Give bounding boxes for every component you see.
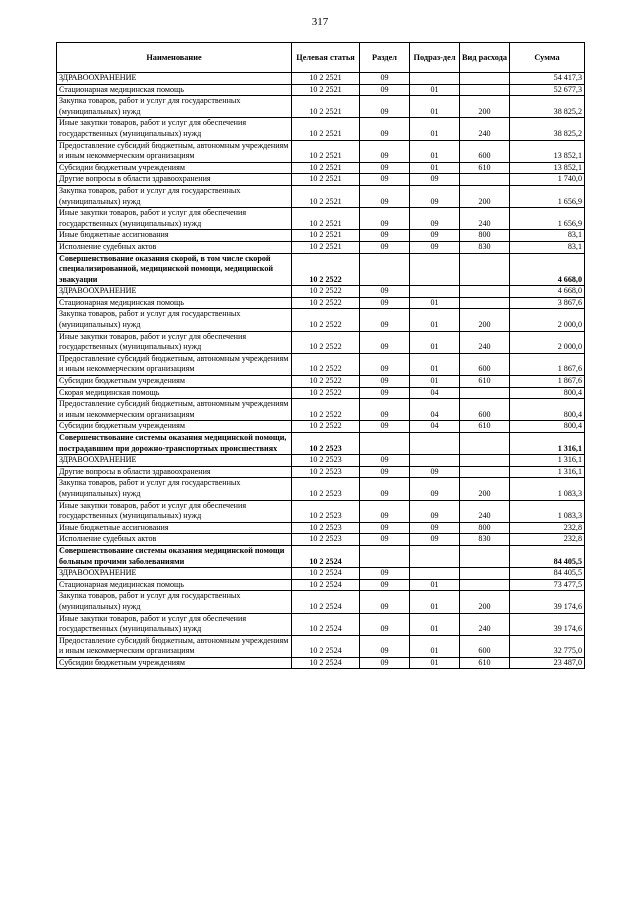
table-row xyxy=(57,455,585,467)
cell-sum: 1 083,3 xyxy=(510,478,585,500)
cell-name: Другие вопросы в области здравоохранения xyxy=(57,466,292,478)
cell-subsection xyxy=(410,455,460,467)
header-section: Раздел xyxy=(360,43,410,73)
cell-subsection: 01 xyxy=(410,657,460,669)
cell-subsection: 01 xyxy=(410,162,460,174)
cell-sum: 4 668,0 xyxy=(510,253,585,286)
cell-name: Закупка товаров, работ и услуг для государственных (муниципальных) нужд xyxy=(57,478,292,500)
cell-subsection xyxy=(410,568,460,580)
cell-sum: 1 867,6 xyxy=(510,353,585,375)
cell-sum: 39 174,6 xyxy=(510,613,585,635)
cell-expense-type: 600 xyxy=(460,399,510,421)
cell-sum: 73 477,5 xyxy=(510,579,585,591)
table-body xyxy=(57,73,585,669)
table-row xyxy=(57,376,585,388)
cell-sum: 1 316,1 xyxy=(510,466,585,478)
cell-subsection: 09 xyxy=(410,185,460,207)
cell-section: 09 xyxy=(360,208,410,230)
cell-section: 09 xyxy=(360,399,410,421)
cell-section: 09 xyxy=(360,353,410,375)
cell-article: 10 2 2523 xyxy=(292,455,360,467)
cell-subsection: 01 xyxy=(410,118,460,140)
cell-expense-type: 800 xyxy=(460,230,510,242)
cell-sum: 54 417,3 xyxy=(510,73,585,85)
table-row xyxy=(57,568,585,580)
cell-expense-type: 610 xyxy=(460,657,510,669)
cell-section: 09 xyxy=(360,297,410,309)
table-row xyxy=(57,387,585,399)
cell-section: 09 xyxy=(360,73,410,85)
table-row xyxy=(57,591,585,613)
cell-expense-type: 240 xyxy=(460,118,510,140)
table-row xyxy=(57,73,585,85)
table-row xyxy=(57,466,585,478)
cell-section: 09 xyxy=(360,185,410,207)
cell-subsection: 09 xyxy=(410,241,460,253)
cell-sum: 13 852,1 xyxy=(510,162,585,174)
cell-section: 09 xyxy=(360,376,410,388)
cell-sum: 232,8 xyxy=(510,534,585,546)
table-row xyxy=(57,241,585,253)
cell-expense-type xyxy=(460,433,510,455)
cell-name: ЗДРАВООХРАНЕНИЕ xyxy=(57,455,292,467)
cell-article: 10 2 2522 xyxy=(292,399,360,421)
cell-section: 09 xyxy=(360,140,410,162)
cell-section: 09 xyxy=(360,387,410,399)
table-row xyxy=(57,297,585,309)
cell-sum: 83,1 xyxy=(510,241,585,253)
cell-sum: 1 316,1 xyxy=(510,433,585,455)
cell-article: 10 2 2521 xyxy=(292,118,360,140)
cell-expense-type: 610 xyxy=(460,162,510,174)
cell-article: 10 2 2522 xyxy=(292,387,360,399)
cell-sum: 84 405,5 xyxy=(510,545,585,567)
cell-expense-type: 610 xyxy=(460,376,510,388)
cell-name: Закупка товаров, работ и услуг для государственных (муниципальных) нужд xyxy=(57,185,292,207)
header-sum: Сумма xyxy=(510,43,585,73)
cell-article: 10 2 2521 xyxy=(292,84,360,96)
cell-sum: 84 405,5 xyxy=(510,568,585,580)
header-expense-type: Вид расхода xyxy=(460,43,510,73)
cell-subsection: 09 xyxy=(410,466,460,478)
page-number: 317 xyxy=(311,16,329,28)
cell-section: 09 xyxy=(360,534,410,546)
cell-subsection: 01 xyxy=(410,591,460,613)
cell-section: 09 xyxy=(360,657,410,669)
cell-sum: 800,4 xyxy=(510,421,585,433)
header-name: Наименование xyxy=(57,43,292,73)
cell-expense-type xyxy=(460,84,510,96)
table-row xyxy=(57,185,585,207)
cell-subsection: 01 xyxy=(410,84,460,96)
cell-name: Стационарная медицинская помощь xyxy=(57,84,292,96)
cell-sum: 1 740,0 xyxy=(510,174,585,186)
cell-article: 10 2 2524 xyxy=(292,579,360,591)
cell-sum: 2 000,0 xyxy=(510,309,585,331)
table-row xyxy=(57,545,585,567)
cell-expense-type: 200 xyxy=(460,591,510,613)
cell-name: Иные закупки товаров, работ и услуг для обеспечения государственных (муниципальных) нужд xyxy=(57,331,292,353)
cell-article: 10 2 2524 xyxy=(292,635,360,657)
cell-expense-type: 600 xyxy=(460,635,510,657)
cell-expense-type xyxy=(460,253,510,286)
cell-name: Иные закупки товаров, работ и услуг для обеспечения государственных (муниципальных) нужд xyxy=(57,613,292,635)
cell-subsection: 09 xyxy=(410,478,460,500)
cell-sum: 1 083,3 xyxy=(510,500,585,522)
cell-sum: 2 000,0 xyxy=(510,331,585,353)
cell-subsection: 01 xyxy=(410,331,460,353)
cell-expense-type: 240 xyxy=(460,208,510,230)
cell-section: 09 xyxy=(360,96,410,118)
cell-subsection: 01 xyxy=(410,353,460,375)
cell-name: ЗДРАВООХРАНЕНИЕ xyxy=(57,73,292,85)
cell-article: 10 2 2522 xyxy=(292,353,360,375)
cell-name: Закупка товаров, работ и услуг для государственных (муниципальных) нужд xyxy=(57,591,292,613)
cell-name: Иные закупки товаров, работ и услуг для обеспечения государственных (муниципальных) нужд xyxy=(57,500,292,522)
cell-name: Предоставление субсидий бюджетным, автономным учреждениям и иным некоммерческим организациям xyxy=(57,399,292,421)
cell-subsection: 01 xyxy=(410,96,460,118)
table-row xyxy=(57,118,585,140)
table-row xyxy=(57,140,585,162)
cell-name: ЗДРАВООХРАНЕНИЕ xyxy=(57,568,292,580)
budget-table xyxy=(56,42,585,669)
cell-article: 10 2 2523 xyxy=(292,522,360,534)
cell-name: Предоставление субсидий бюджетным, автономным учреждениям и иным некоммерческим организациям xyxy=(57,635,292,657)
cell-article: 10 2 2524 xyxy=(292,591,360,613)
cell-sum: 1 656,9 xyxy=(510,185,585,207)
table-row xyxy=(57,635,585,657)
cell-sum: 232,8 xyxy=(510,522,585,534)
table-row xyxy=(57,174,585,186)
cell-sum: 39 174,6 xyxy=(510,591,585,613)
cell-article: 10 2 2522 xyxy=(292,421,360,433)
cell-name: Субсидии бюджетным учреждениям xyxy=(57,162,292,174)
cell-expense-type: 610 xyxy=(460,421,510,433)
table-row xyxy=(57,96,585,118)
table-row xyxy=(57,208,585,230)
cell-section: 09 xyxy=(360,241,410,253)
cell-name: Стационарная медицинская помощь xyxy=(57,297,292,309)
cell-name: Совершенствование оказания скорой, в том числе скорой специализированной, медицинской помощи, медицинской эвакуации xyxy=(57,253,292,286)
cell-subsection: 01 xyxy=(410,140,460,162)
cell-article: 10 2 2521 xyxy=(292,174,360,186)
header-subsection: Подраз-дел xyxy=(410,43,460,73)
cell-article: 10 2 2522 xyxy=(292,297,360,309)
cell-expense-type: 800 xyxy=(460,522,510,534)
cell-expense-type: 600 xyxy=(460,140,510,162)
cell-article: 10 2 2522 xyxy=(292,309,360,331)
table-row xyxy=(57,522,585,534)
cell-name: ЗДРАВООХРАНЕНИЕ xyxy=(57,286,292,298)
cell-name: Совершенствование системы оказания медицинской помощи, пострадавшим при дорожно-транспортных происшествиях xyxy=(57,433,292,455)
cell-name: Иные бюджетные ассигнования xyxy=(57,230,292,242)
cell-section: 09 xyxy=(360,421,410,433)
cell-article: 10 2 2521 xyxy=(292,230,360,242)
cell-section: 09 xyxy=(360,174,410,186)
table-row xyxy=(57,399,585,421)
cell-subsection: 09 xyxy=(410,230,460,242)
cell-article: 10 2 2521 xyxy=(292,140,360,162)
cell-subsection xyxy=(410,73,460,85)
cell-name: Закупка товаров, работ и услуг для государственных (муниципальных) нужд xyxy=(57,309,292,331)
cell-subsection: 01 xyxy=(410,297,460,309)
cell-section: 09 xyxy=(360,331,410,353)
cell-name: Субсидии бюджетным учреждениям xyxy=(57,376,292,388)
cell-sum: 23 487,0 xyxy=(510,657,585,669)
cell-subsection: 09 xyxy=(410,174,460,186)
cell-article: 10 2 2522 xyxy=(292,286,360,298)
table-row xyxy=(57,162,585,174)
cell-section: 09 xyxy=(360,613,410,635)
cell-expense-type xyxy=(460,73,510,85)
table-row xyxy=(57,230,585,242)
cell-sum: 3 867,6 xyxy=(510,297,585,309)
cell-subsection xyxy=(410,433,460,455)
cell-name: Исполнение судебных актов xyxy=(57,241,292,253)
cell-expense-type xyxy=(460,174,510,186)
cell-sum: 32 775,0 xyxy=(510,635,585,657)
cell-name: Совершенствование системы оказания медицинской помощи больным прочими заболеваниями xyxy=(57,545,292,567)
table-row xyxy=(57,534,585,546)
cell-section: 09 xyxy=(360,84,410,96)
cell-subsection: 01 xyxy=(410,579,460,591)
cell-article: 10 2 2522 xyxy=(292,376,360,388)
table-row xyxy=(57,253,585,286)
cell-article: 10 2 2523 xyxy=(292,500,360,522)
cell-expense-type xyxy=(460,297,510,309)
cell-expense-type: 200 xyxy=(460,185,510,207)
cell-article: 10 2 2521 xyxy=(292,73,360,85)
table-row xyxy=(57,500,585,522)
cell-article: 10 2 2522 xyxy=(292,253,360,286)
cell-subsection: 04 xyxy=(410,387,460,399)
cell-article: 10 2 2523 xyxy=(292,534,360,546)
cell-name: Стационарная медицинская помощь xyxy=(57,579,292,591)
cell-name: Предоставление субсидий бюджетным, автономным учреждениям и иным некоммерческим организациям xyxy=(57,353,292,375)
cell-article: 10 2 2524 xyxy=(292,568,360,580)
cell-subsection: 09 xyxy=(410,208,460,230)
cell-article: 10 2 2523 xyxy=(292,433,360,455)
cell-expense-type xyxy=(460,545,510,567)
cell-section: 09 xyxy=(360,500,410,522)
cell-section: 09 xyxy=(360,466,410,478)
cell-sum: 38 825,2 xyxy=(510,96,585,118)
cell-subsection: 04 xyxy=(410,399,460,421)
cell-article: 10 2 2524 xyxy=(292,613,360,635)
cell-subsection: 01 xyxy=(410,635,460,657)
cell-sum: 13 852,1 xyxy=(510,140,585,162)
cell-section: 09 xyxy=(360,591,410,613)
cell-name: Скорая медицинская помощь xyxy=(57,387,292,399)
table-row xyxy=(57,433,585,455)
cell-expense-type: 830 xyxy=(460,534,510,546)
cell-section: 09 xyxy=(360,478,410,500)
cell-name: Предоставление субсидий бюджетным, автономным учреждениям и иным некоммерческим организациям xyxy=(57,140,292,162)
cell-article: 10 2 2524 xyxy=(292,545,360,567)
cell-article: 10 2 2521 xyxy=(292,241,360,253)
table-row xyxy=(57,579,585,591)
cell-expense-type xyxy=(460,455,510,467)
cell-subsection xyxy=(410,545,460,567)
table-row xyxy=(57,657,585,669)
cell-article: 10 2 2521 xyxy=(292,208,360,230)
cell-sum: 800,4 xyxy=(510,399,585,421)
cell-expense-type: 200 xyxy=(460,478,510,500)
cell-section: 09 xyxy=(360,455,410,467)
cell-subsection xyxy=(410,286,460,298)
cell-article: 10 2 2523 xyxy=(292,478,360,500)
cell-section: 09 xyxy=(360,579,410,591)
cell-section: 09 xyxy=(360,568,410,580)
cell-expense-type xyxy=(460,466,510,478)
cell-section: 09 xyxy=(360,118,410,140)
cell-subsection: 01 xyxy=(410,613,460,635)
cell-name: Субсидии бюджетным учреждениям xyxy=(57,657,292,669)
cell-expense-type: 600 xyxy=(460,353,510,375)
cell-name: Иные закупки товаров, работ и услуг для обеспечения государственных (муниципальных) нужд xyxy=(57,118,292,140)
cell-subsection: 09 xyxy=(410,522,460,534)
cell-sum: 38 825,2 xyxy=(510,118,585,140)
cell-section: 09 xyxy=(360,635,410,657)
cell-subsection: 04 xyxy=(410,421,460,433)
cell-section: 09 xyxy=(360,162,410,174)
cell-article: 10 2 2521 xyxy=(292,162,360,174)
cell-expense-type xyxy=(460,286,510,298)
cell-sum: 52 677,3 xyxy=(510,84,585,96)
table-row xyxy=(57,613,585,635)
cell-article: 10 2 2521 xyxy=(292,185,360,207)
cell-section: 09 xyxy=(360,522,410,534)
cell-article: 10 2 2522 xyxy=(292,331,360,353)
cell-subsection: 09 xyxy=(410,534,460,546)
cell-subsection: 09 xyxy=(410,500,460,522)
cell-sum: 4 668,0 xyxy=(510,286,585,298)
cell-name: Другие вопросы в области здравоохранения xyxy=(57,174,292,186)
table-row xyxy=(57,84,585,96)
cell-name: Закупка товаров, работ и услуг для государственных (муниципальных) нужд xyxy=(57,96,292,118)
cell-name: Иные закупки товаров, работ и услуг для обеспечения государственных (муниципальных) нужд xyxy=(57,208,292,230)
cell-expense-type: 240 xyxy=(460,613,510,635)
table-row xyxy=(57,353,585,375)
cell-expense-type: 240 xyxy=(460,500,510,522)
cell-sum: 83,1 xyxy=(510,230,585,242)
table-header-row xyxy=(57,43,585,73)
cell-name: Исполнение судебных актов xyxy=(57,534,292,546)
cell-sum: 1 867,6 xyxy=(510,376,585,388)
cell-sum: 1 656,9 xyxy=(510,208,585,230)
cell-sum: 1 316,1 xyxy=(510,455,585,467)
cell-section: 09 xyxy=(360,286,410,298)
cell-sum: 800,4 xyxy=(510,387,585,399)
cell-expense-type xyxy=(460,579,510,591)
cell-section xyxy=(360,545,410,567)
cell-expense-type: 830 xyxy=(460,241,510,253)
header-article: Целевая статья xyxy=(292,43,360,73)
cell-subsection: 01 xyxy=(410,309,460,331)
cell-article: 10 2 2521 xyxy=(292,96,360,118)
cell-section: 09 xyxy=(360,230,410,242)
cell-article: 10 2 2523 xyxy=(292,466,360,478)
cell-expense-type: 200 xyxy=(460,96,510,118)
table-row xyxy=(57,331,585,353)
cell-expense-type: 200 xyxy=(460,309,510,331)
table-row xyxy=(57,478,585,500)
table-row xyxy=(57,309,585,331)
cell-subsection xyxy=(410,253,460,286)
cell-section: 09 xyxy=(360,309,410,331)
cell-section xyxy=(360,433,410,455)
cell-expense-type: 240 xyxy=(460,331,510,353)
cell-subsection: 01 xyxy=(410,376,460,388)
cell-expense-type xyxy=(460,568,510,580)
table-row xyxy=(57,286,585,298)
cell-expense-type xyxy=(460,387,510,399)
cell-name: Субсидии бюджетным учреждениям xyxy=(57,421,292,433)
table-row xyxy=(57,421,585,433)
cell-name: Иные бюджетные ассигнования xyxy=(57,522,292,534)
cell-section xyxy=(360,253,410,286)
cell-article: 10 2 2524 xyxy=(292,657,360,669)
